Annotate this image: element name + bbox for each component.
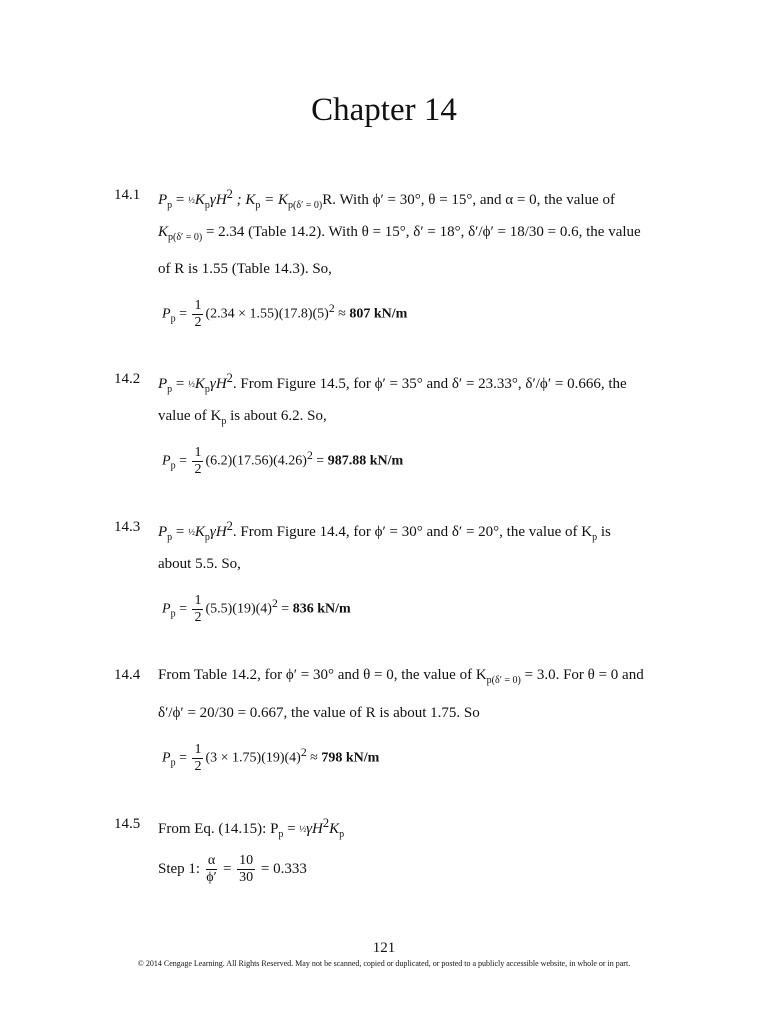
problem-number-14-2: 14.2: [114, 371, 141, 387]
problem-14-1-line-2: $K_{p(\delta' = 0)} = 2.34$ (Table 14.2). With θ = 15°, δ′ = 18°, δ′/ϕ′ = 18/30 = 0.6, the value: [158, 224, 641, 243]
problem-14-1-line-1: $P_p$ = $\frac{1}{2}K_p\gamma H^2$ ; $K_p = K_{p(\delta' = 0)}R$. With ϕ′ = 30°, θ = 15°, and α = 0, the value of: [158, 187, 615, 211]
result-value: 798 kN/m: [321, 750, 380, 766]
problem-14-1-line-3: of R is 1.55 (Table 14.3). So,: [158, 261, 332, 277]
problem-14-4-line-2: δ′/ϕ′ = 20/30 = 0.667, the value of R is about 1.75. So: [158, 705, 480, 721]
problem-14-3-line-2: about 5.5. So,: [158, 556, 241, 572]
chapter-title: Chapter 14: [311, 92, 457, 128]
fraction: $\frac{1}{2}$: [194, 445, 202, 477]
problem-number-14-1: 14.1: [114, 187, 141, 203]
result-value: 987.88 kN/m: [327, 453, 404, 469]
result-value: 807 kN/m: [349, 306, 408, 322]
copyright-notice: © 2014 Cengage Learning. All Rights Reserved. May not be scanned, copied or duplicated, or posted to a publicly accessible website, in whole or in part.: [137, 959, 631, 968]
fraction: $\frac{1}{2}$: [194, 298, 202, 330]
problem-14-5-line-1: From Eq. (14.15): $P_p$ = $\frac{1}{2}\gamma H^2K_p$: [158, 816, 345, 840]
fraction: $\frac{\alpha}{\phi'}$: [206, 853, 217, 885]
problem-number-14-4: 14.4: [114, 667, 141, 683]
problem-number-14-3: 14.3: [114, 519, 141, 535]
problem-14-5-step-1: Step 1: $\frac{\alpha}{\phi'}$ = $\frac{10}{30}$ = 0.333: [158, 853, 307, 885]
fraction: $\frac{10}{30}$: [239, 853, 254, 885]
problem-14-1-equation: $P_p$ = $\frac{1}{2}$ $(2.34 \times 1.55)(17.8)(5)^2 \approx 807$ kN/m: [162, 298, 408, 330]
fraction: $\frac{1}{2}$: [194, 593, 202, 625]
problem-14-2-line-1: $P_p$ = $\frac{1}{2}K_p\gamma H^2$. From Figure 14.5, for ϕ′ = 35° and δ′ = 23.33°, δ′/ϕ′ = 0.666, the: [158, 371, 627, 395]
fraction: $\frac{1}{2}$: [194, 742, 202, 774]
result-value: 836 kN/m: [292, 601, 351, 617]
page-number: 121: [372, 940, 396, 956]
problem-number-14-5: 14.5: [114, 816, 141, 832]
problem-14-4-equation: $P_p$ = $\frac{1}{2}$ $(3 \times 1.75)(19)(4)^2 \approx 798$ kN/m: [162, 742, 380, 774]
problem-14-2-equation: $P_p$ = $\frac{1}{2}$ $(6.2)(17.56)(4.26)^2 = 987.88$ kN/m: [162, 445, 404, 477]
problem-14-4-line-1: From Table 14.2, for ϕ′ = 30° and θ = 0, the value of $K_{p(\delta' = 0)} = 3.0$. For θ = 0 and: [158, 667, 644, 686]
problem-14-3-equation: $P_p$ = $\frac{1}{2}$ $(5.5)(19)(4)^2 = 836$ kN/m: [162, 593, 351, 625]
problem-14-3-line-1: $P_p$ = $\frac{1}{2}K_p\gamma H^2$. From Figure 14.4, for ϕ′ = 30° and δ′ = 20°, the value of $K_p$ is: [158, 519, 611, 543]
problem-14-2-line-2: value of $K_p$ is about 6.2. So,: [158, 408, 327, 427]
